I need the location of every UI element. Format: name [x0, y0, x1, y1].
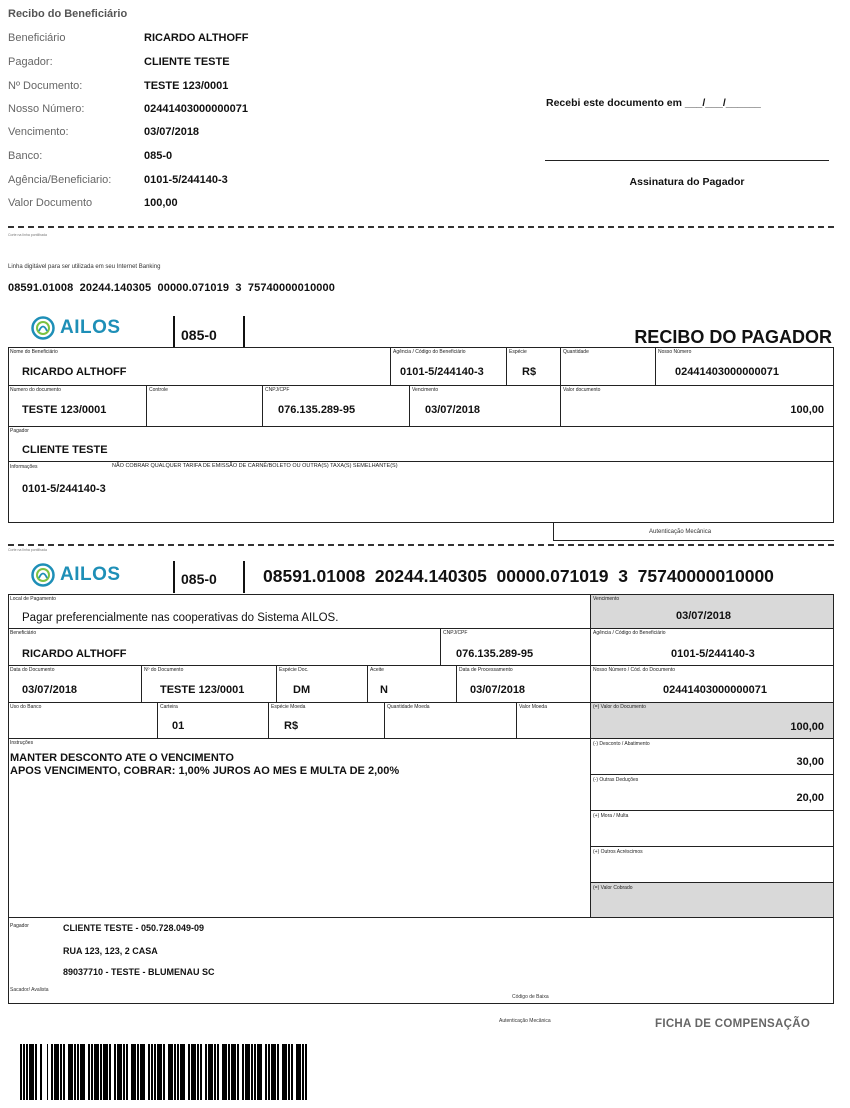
grid-line — [560, 347, 561, 426]
field-label: Banco: — [8, 150, 43, 162]
cnpj-label: CNPJ/CPF — [265, 387, 290, 393]
slip-agency-code-label: Agência / Código do Beneficiário — [593, 630, 666, 636]
payer-value: CLIENTE TESTE — [22, 444, 108, 456]
grid-line — [590, 846, 834, 847]
grid-line — [8, 461, 834, 462]
wallet-value: 01 — [172, 720, 185, 732]
grid-line — [262, 385, 263, 426]
compensation-slip-title: FICHA DE COMPENSAÇÃO — [655, 1018, 811, 1030]
cut-line — [8, 226, 834, 228]
grid-line — [384, 702, 385, 738]
interest-label: (+) Mora / Multa — [593, 813, 629, 819]
slip-doc-value-value: 100,00 — [790, 721, 824, 733]
logo-divider — [173, 316, 175, 347]
doc-species-value: DM — [293, 684, 311, 696]
bank-use-label: Uso do Banco — [10, 704, 42, 710]
grid-line — [8, 702, 834, 703]
document-number-label: Numero do documento — [10, 387, 61, 393]
due-label: Vencimento — [412, 387, 439, 393]
discount-value: 30,00 — [796, 756, 824, 768]
payer-name-line: CLIENTE TESTE - 050.728.049-09 — [63, 923, 205, 933]
grid-line — [440, 628, 441, 665]
grid-line — [390, 347, 391, 385]
doc-date-label: Data do Documento — [10, 667, 55, 673]
grid-line — [590, 594, 591, 918]
grid-line — [553, 540, 834, 541]
cut-line — [8, 544, 834, 546]
grid-line — [8, 628, 834, 629]
control-label: Controle — [149, 387, 168, 393]
field-label: Vencimento: — [8, 126, 69, 138]
processing-date-label: Data de Processamento — [459, 667, 513, 673]
accept-label: Aceite — [370, 667, 384, 673]
digitable-line-note: Linha digitável para ser utilizada em seu Internet Banking — [8, 264, 161, 270]
slip-mechanical-auth-label: Autenticação Mecânica — [499, 1018, 551, 1024]
mechanical-auth-label: Autenticação Mecânica — [649, 529, 712, 535]
payer-address-line: RUA 123, 123, 2 CASA — [63, 946, 158, 956]
grid-line — [590, 882, 834, 883]
doc-number-label: Nº do Documento — [144, 667, 184, 673]
receipt-title: Recibo do Beneficiário — [8, 8, 128, 20]
field-value: TESTE 123/0001 — [144, 80, 229, 92]
ailos-logo-text: AILOS — [60, 564, 121, 585]
slip-payer-label: Pagador — [10, 923, 29, 929]
charged-value-label: (=) Valor Cobrado — [593, 885, 633, 891]
slip-due-label: Vencimento — [593, 596, 620, 602]
instructions-label: Instruções — [10, 740, 34, 746]
info-label: Informações — [10, 464, 38, 470]
field-label: Pagador: — [8, 56, 53, 68]
species-value: R$ — [522, 366, 537, 378]
accept-value: N — [380, 684, 388, 696]
slip-beneficiary-label: Beneficiário — [10, 630, 37, 636]
doc-value-label: Valor documento — [563, 387, 601, 393]
due-value: 03/07/2018 — [425, 404, 481, 416]
grid-line — [655, 347, 656, 385]
document-number-value: TESTE 123/0001 — [22, 404, 107, 416]
field-label: Nosso Número: — [8, 103, 85, 115]
ailos-logo-icon — [30, 563, 56, 587]
grid-line — [8, 426, 834, 427]
slip-agency-code-value: 0101-5/244140-3 — [671, 648, 755, 660]
currency-quantity-label: Quantidade Moeda — [387, 704, 430, 710]
field-value: CLIENTE TESTE — [144, 56, 230, 68]
field-value: RICARDO ALTHOFF — [144, 32, 249, 44]
doc-number-value: TESTE 123/0001 — [160, 684, 245, 696]
other-additions-label: (+) Outros Acréscimos — [593, 849, 643, 855]
discount-label: (-) Desconto / Abatimento — [593, 741, 650, 747]
field-label: Agência/Beneficiario: — [8, 174, 112, 186]
ailos-logo-icon — [30, 316, 56, 340]
instruction-line-1: MANTER DESCONTO ATE O VENCIMENTO — [10, 752, 234, 764]
field-value: 03/07/2018 — [144, 126, 200, 138]
slip-beneficiary-value: RICARDO ALTHOFF — [22, 648, 127, 660]
currency-species-value: R$ — [284, 720, 299, 732]
grid-line — [409, 385, 410, 426]
doc-value-value: 100,00 — [790, 404, 824, 416]
grid-line — [553, 522, 554, 540]
slip-cnpj-value: 076.135.289-95 — [456, 648, 534, 660]
beneficiary-name-label: Nome do Beneficiário — [10, 349, 58, 355]
field-value: 085-0 — [144, 150, 173, 162]
field-label: Nº Documento: — [8, 80, 83, 92]
grid-line — [367, 665, 368, 702]
grid-line — [276, 665, 277, 702]
grid-line — [590, 774, 834, 775]
field-label: Beneficiário — [8, 32, 66, 44]
info-value: 0101-5/244140-3 — [22, 483, 106, 495]
grid-line — [8, 385, 834, 386]
barcode-image — [20, 1044, 462, 1100]
grid-line — [590, 810, 834, 811]
bank-code: 085-0 — [181, 571, 217, 587]
grid-line — [456, 665, 457, 702]
ailos-logo — [30, 316, 121, 340]
bank-code: 085-0 — [181, 327, 217, 343]
bank-code-divider — [243, 561, 245, 593]
slip-cnpj-label: CNPJ/CPF — [443, 630, 468, 636]
slip-our-number-label: Nosso Número / Cód. do Documento — [593, 667, 675, 673]
quantity-label: Quantidade — [563, 349, 589, 355]
species-label: Espécie — [509, 349, 527, 355]
doc-species-label: Espécie Doc. — [279, 667, 309, 673]
field-value: 0101-5/244140-3 — [144, 174, 228, 186]
signature-label: Assinatura do Pagador — [629, 176, 745, 188]
digitable-line: 08591.01008 20244.140305 00000.071019 3 75740000010000 — [8, 282, 335, 294]
payment-place-value: Pagar preferencialmente nas cooperativas do Sistema AILOS. — [22, 612, 339, 624]
signature-line — [545, 160, 829, 161]
currency-species-label: Espécie Moeda — [271, 704, 306, 710]
our-number-label: Nosso Número — [658, 349, 692, 355]
other-deductions-value: 20,00 — [796, 792, 824, 804]
our-number-value: 02441403000000071 — [675, 366, 780, 378]
currency-value-label: Valor Moeda — [519, 704, 547, 710]
payer-city-line: 89037710 - TESTE - BLUMENAU SC — [63, 967, 215, 977]
grid-line — [141, 665, 142, 702]
drop-code-label: Código de Baixa — [512, 994, 549, 1000]
payer-label: Pagador — [10, 428, 29, 434]
cnpj-value: 076.135.289-95 — [278, 404, 356, 416]
wallet-label: Carteira — [160, 704, 178, 710]
slip-digitable-line: 08591.01008 20244.140305 00000.071019 3 75740000010000 — [263, 566, 774, 586]
logo-divider — [173, 561, 175, 593]
barcode-bar — [305, 1044, 307, 1100]
agency-code-value: 0101-5/244140-3 — [400, 366, 484, 378]
payer-receipt-title: RECIBO DO PAGADOR — [634, 327, 832, 347]
info-notice: NÃO COBRAR QUALQUER TARIFA DE EMISSÃO DE CARNÊ/BOLETO OU OUTRA(S) TAXA(S) SEMELHANTE(S) — [112, 463, 398, 469]
grid-line — [157, 702, 158, 738]
guarantor-label: Sacador/ Avalista — [10, 987, 49, 993]
grid-line — [506, 347, 507, 385]
grid-line — [8, 738, 834, 739]
slip-our-number-value: 02441403000000071 — [663, 684, 768, 696]
field-value: 100,00 — [144, 197, 178, 209]
ailos-logo — [30, 563, 121, 587]
cut-note: Corte na linha pontilhada — [8, 233, 47, 237]
other-deductions-label: (-) Outras Deduções — [593, 777, 639, 783]
received-date-text: Recebi este documento em ___/___/______ — [546, 97, 761, 109]
grid-line — [146, 385, 147, 426]
processing-date-value: 03/07/2018 — [470, 684, 526, 696]
grid-line — [8, 665, 834, 666]
bank-code-divider — [243, 316, 245, 347]
grid-line — [268, 702, 269, 738]
slip-due-value: 03/07/2018 — [676, 610, 732, 622]
grid-line — [516, 702, 517, 738]
beneficiary-name-value: RICARDO ALTHOFF — [22, 366, 127, 378]
field-value: 02441403000000071 — [144, 103, 249, 115]
ailos-logo-text: AILOS — [60, 317, 121, 338]
instruction-line-2: APOS VENCIMENTO, COBRAR: 1,00% JUROS AO MES E MULTA DE 2,00% — [10, 765, 400, 777]
slip-doc-value-label: (=) Valor do Documento — [593, 704, 646, 710]
cut-note: Corte na linha pontilhada — [8, 548, 47, 552]
doc-date-value: 03/07/2018 — [22, 684, 78, 696]
agency-code-label: Agência / Código do Beneficiário — [393, 349, 466, 355]
payment-place-label: Local de Pagamento — [10, 596, 56, 602]
field-label: Valor Documento — [8, 197, 93, 209]
